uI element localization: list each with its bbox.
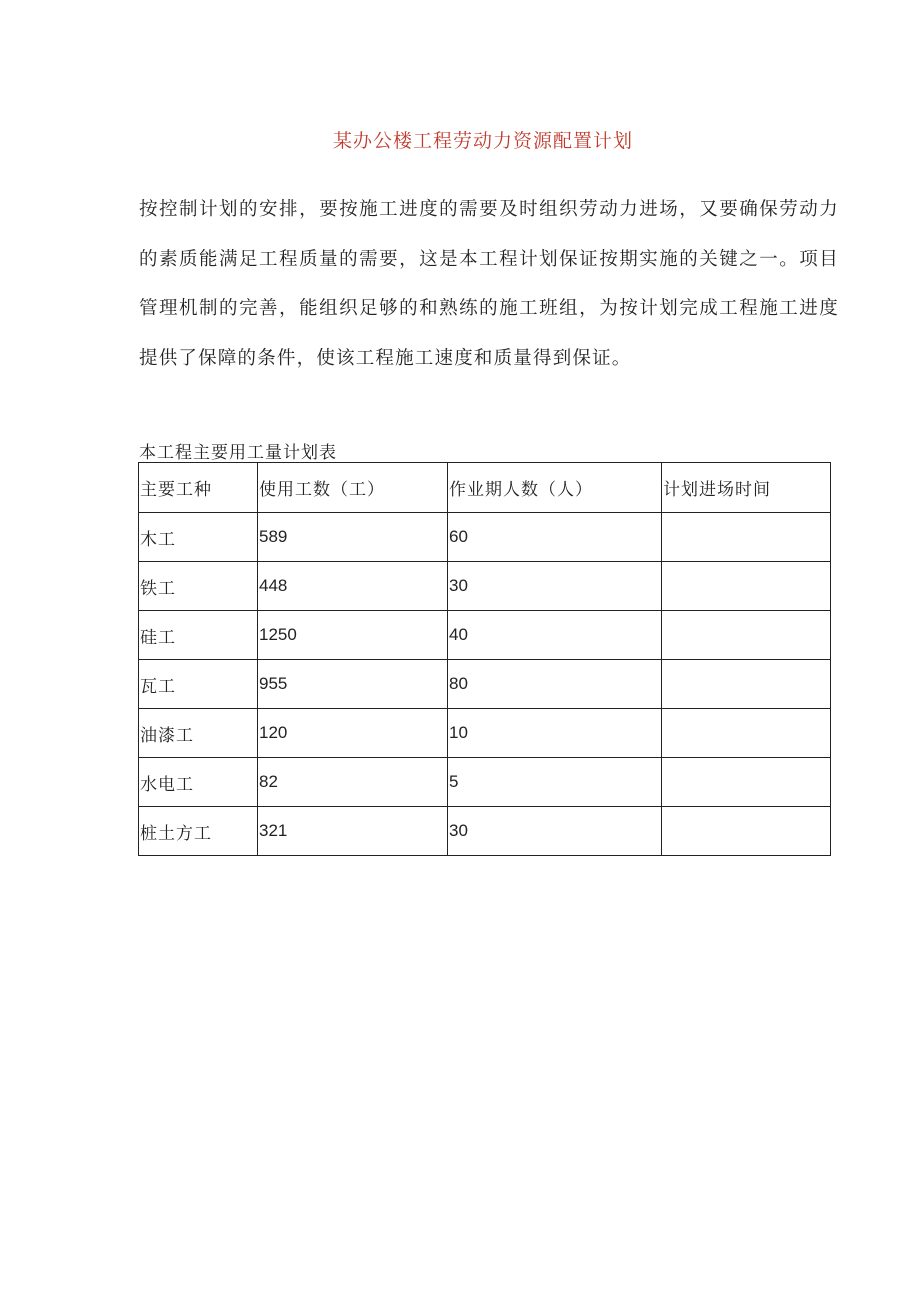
- table-caption: 本工程主要用工量计划表: [139, 443, 337, 463]
- cell-workdays: 321: [258, 807, 448, 856]
- cell-kind: 铁工: [139, 562, 258, 611]
- cell-kind: 木工: [139, 513, 258, 562]
- table-row: [139, 562, 831, 611]
- cell-kind: 桩土方工: [139, 807, 258, 856]
- cell-workers: 30: [448, 562, 662, 611]
- cell-workdays: 955: [258, 660, 448, 709]
- cell-workers: 5: [448, 758, 662, 807]
- cell-entry-time: [662, 611, 831, 660]
- cell-workers: 60: [448, 513, 662, 562]
- cell-workdays: 120: [258, 709, 448, 758]
- header-cell-workers: 作业期人数（人）: [448, 463, 662, 513]
- document-title: 某办公楼工程劳动力资源配置计划: [332, 130, 633, 152]
- table-row: [139, 758, 831, 807]
- cell-kind: 油漆工: [139, 709, 258, 758]
- table-row: [139, 611, 831, 660]
- cell-workers: 80: [448, 660, 662, 709]
- cell-workers: 40: [448, 611, 662, 660]
- body-paragraph: 按控制计划的安排，要按施工进度的需要及时组织劳动力进场，又要确保劳动力的素质能满足工程质量的需要，这是本工程计划保证按期实施的关键之一。项目管理机制的完善，能组织足够的和熟练的施工班组，为按计划完成工程施工进度提供了保障的条件，使该工程施工速度和质量得到保证。: [139, 199, 839, 369]
- header-cell-kind: 主要工种: [139, 463, 258, 513]
- cell-kind: 硅工: [139, 611, 258, 660]
- cell-entry-time: [662, 562, 831, 611]
- cell-workers: 10: [448, 709, 662, 758]
- table-header-row: [139, 463, 831, 513]
- cell-entry-time: [662, 513, 831, 562]
- cell-workdays: 448: [258, 562, 448, 611]
- cell-workdays: 589: [258, 513, 448, 562]
- cell-entry-time: [662, 660, 831, 709]
- header-cell-workdays: 使用工数（工）: [258, 463, 448, 513]
- table-row: [139, 513, 831, 562]
- cell-entry-time: [662, 807, 831, 856]
- labor-plan-table: [138, 462, 831, 856]
- cell-kind: 瓦工: [139, 660, 258, 709]
- cell-workers: 30: [448, 807, 662, 856]
- cell-workdays: 82: [258, 758, 448, 807]
- cell-workdays: 1250: [258, 611, 448, 660]
- table-row: [139, 709, 831, 758]
- header-cell-entry-time: 计划进场时间: [662, 463, 831, 513]
- cell-entry-time: [662, 709, 831, 758]
- cell-entry-time: [662, 758, 831, 807]
- cell-kind: 水电工: [139, 758, 258, 807]
- table-row: [139, 660, 831, 709]
- table-row: [139, 807, 831, 856]
